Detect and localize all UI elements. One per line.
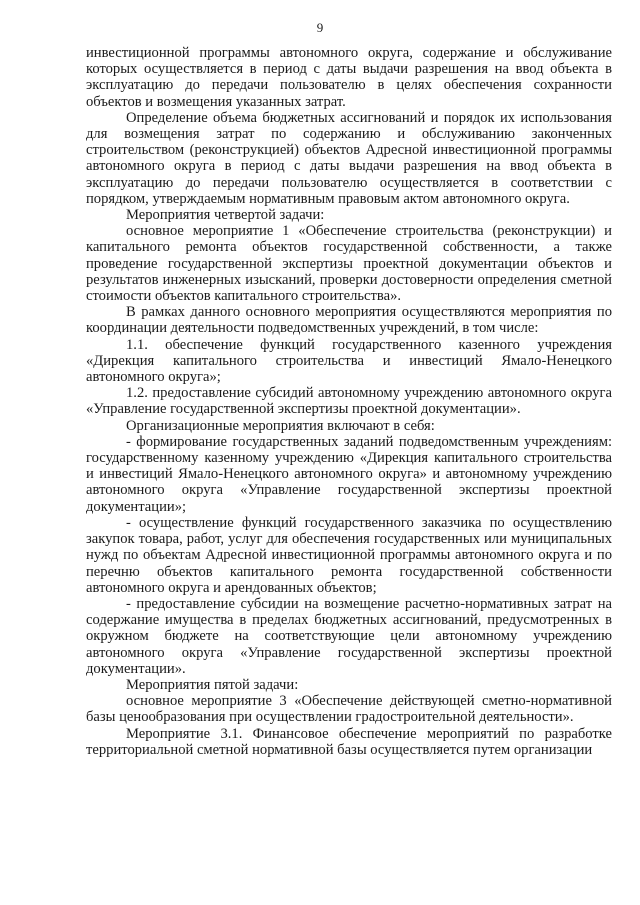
paragraph-main-activity-1: основное мероприятие 1 «Обеспечение строительства (реконструкции) и капитального ремонта объектов государственной собственности, а также проведение государственной экспертизы проектной документации объектов и результатов инженерных изысканий, проверки достоверности определения сметной стоимости объектов капитального строительства».: [86, 223, 612, 305]
list-item-1-1: 1.1. обеспечение функций государственного казенного учреждения «Дирекция капитального строительства и инвестиций Ямало-Ненецкого автономного округа»;: [86, 336, 612, 386]
heading-fourth-task: Мероприятия четвертой задачи:: [126, 207, 325, 224]
paragraph-coordination: В рамках данного основного мероприятия осуществляются мероприятия по координации деятельности подведомственных учреждений, в том числе:: [86, 304, 612, 337]
bullet-state-assignments: - формирование государственных заданий подведомственным учреждениям: государственному казенному учреждению «Дирекция капитального строительства и инвестиций Ямало-Ненецкого автономного округа» и автономному учреждению автономного округа «Управление государственной экспертизы проектной документации»;: [86, 433, 612, 515]
bullet-state-customer: - осуществление функций государственного заказчика по осуществлению закупок товара, работ, услуг для обеспечения государственных или муниципальных нужд по объектам Адресной инвестиционной программы автономного округа и по перечню объектов капитального ремонта государственной собственности автономного округа и арендованных объектов;: [86, 514, 612, 596]
heading-fifth-task: Мероприятия пятой задачи:: [126, 676, 299, 693]
bullet-subsidy: - предоставление субсидии на возмещение расчетно-нормативных затрат на содержание имущества в пределах бюджетных ассигнований, предусмотренных в окружном бюджете на соответствующие цели автономному учреждению автономного округа «Управление государственной экспертизы проектной документации».: [86, 595, 612, 677]
document-body: [86, 45, 612, 758]
list-item-1-2: 1.2. предоставление субсидий автономному учреждению автономного округа «Управление государственной экспертизы проектной документации».: [86, 385, 612, 418]
heading-organizational-activities: Организационные мероприятия включают в себя:: [126, 417, 435, 434]
paragraph-activity-3-1: Мероприятие 3.1. Финансовое обеспечение мероприятий по разработке территориальной сметной нормативной базы осуществляется путем организации: [86, 725, 612, 758]
paragraph-main-activity-3: основное мероприятие 3 «Обеспечение действующей сметно-нормативной базы ценообразования при осуществлении градостроительной деятельности».: [86, 693, 612, 726]
paragraph-budget-allocation: Определение объема бюджетных ассигнований и порядок их использования для возмещения затрат по содержанию и обслуживанию законченных строительством (реконструкцией) объектов Адресной инвестиционной программы автономного округа в период с даты выдачи разрешения на ввод объекта в эксплуатацию до передачи пользователю осуществляется в соответствии с порядком, утверждаемым нормативным правовым актом автономного округа.: [86, 109, 612, 207]
paragraph-continuation: инвестиционной программы автономного округа, содержание и обслуживание которых осуществляется в период с даты выдачи разрешения на ввод объекта в эксплуатацию до передачи пользователю в целях обеспечения сохранности объектов и возмещения указанных затрат.: [86, 45, 612, 110]
page-number: 9: [316, 20, 324, 35]
